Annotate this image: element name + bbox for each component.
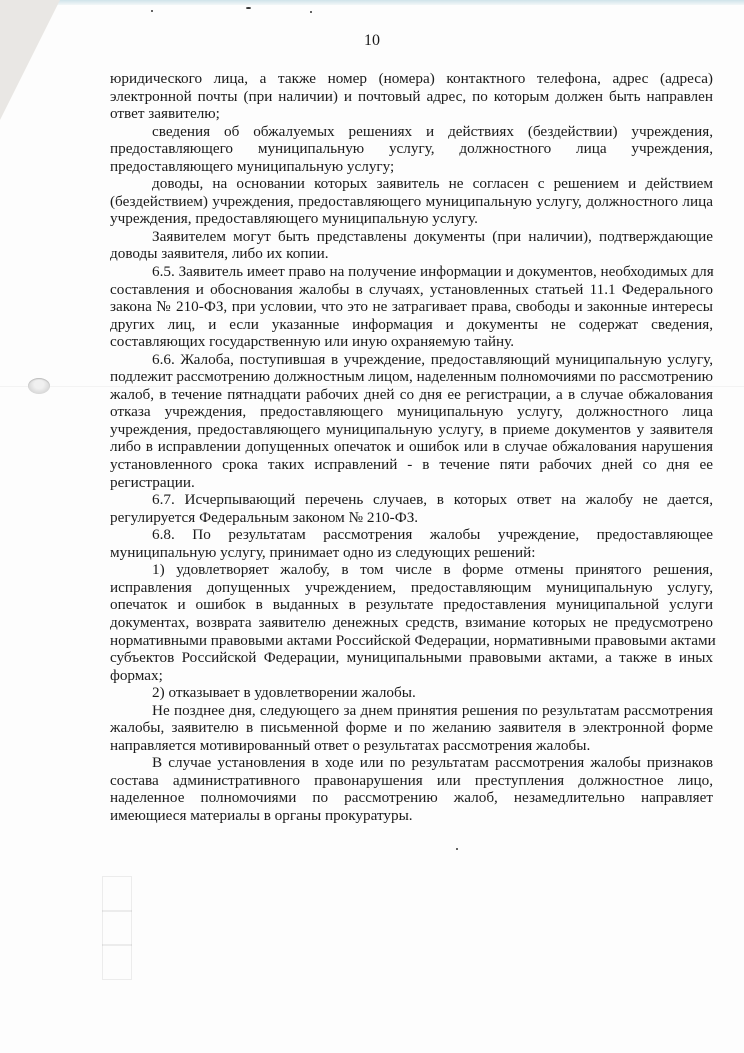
text-line: регулируется Федеральным законом № 210-ФЗ. <box>110 508 419 526</box>
text-line: Заявителем могут быть представлены документы (при наличии), подтверждающие <box>152 227 713 245</box>
text-line: наделенное полномочиями по рассмотрению жалоб, незамедлительно направляет <box>110 789 713 807</box>
paragraph-prosecution <box>110 754 713 824</box>
paragraph-documents <box>110 228 713 263</box>
scan-speck <box>151 10 153 12</box>
paragraph-response-deadline <box>110 702 713 755</box>
paragraph-6-6 <box>110 351 713 491</box>
text-line: направляется мотивированный ответ о результатах рассмотрения жалобы. <box>110 736 591 754</box>
text-line: В случае установления в ходе или по результатам рассмотрения жалобы признаков <box>152 754 713 772</box>
text-line: исправления допущенных учреждением, предоставляющим муниципальную услугу, <box>110 578 713 596</box>
scan-top-edge <box>0 0 744 5</box>
text-line: опечаток и ошибок в выданных в результате предоставления муниципальной услуги <box>110 596 713 614</box>
text-line: имеющиеся материалы в органы прокуратуры. <box>110 806 413 824</box>
page-number: 10 <box>364 32 380 49</box>
text-line: доводы заявителя, либо их копии. <box>110 245 329 263</box>
text-line: 6.6. Жалоба, поступившая в учреждение, предоставляющий муниципальную услугу, <box>152 350 713 368</box>
scan-speck <box>456 848 458 850</box>
text-line: 1) удовлетворяет жалобу, в том числе в форме отмены принятого решения, <box>152 561 713 579</box>
text-line: учреждения, предоставляющего муниципальную услугу, в приеме документов у заявителя <box>110 420 713 438</box>
text-line: жалобы, заявителю в письменной форме и по желанию заявителя в электронной форме <box>110 719 713 737</box>
text-line: других лиц, и если указанные информация и документы не содержат сведения, <box>110 315 713 333</box>
paragraph-6-8-2 <box>110 684 713 702</box>
paragraph-contact-continued <box>110 70 713 123</box>
text-line: состава административного правонарушения или преступления должностное лицо, <box>110 771 713 789</box>
paragraph-6-8 <box>110 526 713 561</box>
text-line: закона № 210-ФЗ, при условии, что это не затрагивает права, свободы и законные интересы <box>110 298 713 316</box>
text-line: муниципальную услугу, принимает одно из следующих решений: <box>110 543 536 561</box>
text-line: формах; <box>110 666 163 684</box>
document-body <box>110 70 716 825</box>
text-line: 6.5. Заявитель имеет право на получение информации и документов, необходимых для <box>152 263 714 281</box>
paragraph-6-7 <box>110 491 713 526</box>
text-line: либо в исправлении допущенных опечаток и ошибок или в случае обжалования нарушения <box>110 438 713 456</box>
paragraph-arguments <box>110 175 713 228</box>
text-line: ответ заявителю; <box>110 105 220 123</box>
page-corner-fold <box>0 0 60 120</box>
paragraph-6-5 <box>110 263 713 351</box>
scan-speck <box>310 11 312 13</box>
text-line: (бездействием) учреждения, предоставляющего муниципальную услугу, должностного лица <box>110 192 713 210</box>
text-line: подлежит рассмотрению должностным лицом, наделенным полномочиями по рассмотрению <box>110 368 713 386</box>
text-line: сведения об обжалуемых решениях и действиях (бездействии) учреждения, <box>152 122 713 140</box>
text-line: регистрации. <box>110 473 195 491</box>
text-line: Не позднее дня, следующего за днем принятия решения по результатам рассмотрения <box>152 701 713 719</box>
text-line: предоставляющего муниципальную услугу, должностного лица учреждения, <box>110 140 713 158</box>
bleed-through-box <box>102 876 132 912</box>
text-line: составления и обоснования жалобы в случаях, установленных статьей 11.1 Федерального <box>110 280 713 298</box>
text-line: субъектов Российской Федерации, муниципальными правовыми актами, а также в иных <box>110 649 713 667</box>
text-line: учреждения, предоставляющего муниципальную услугу. <box>110 210 478 228</box>
text-line: отказа учреждения, предоставляющего муниципальную услугу, должностного лица <box>110 403 713 421</box>
text-line: доводы, на основании которых заявитель не согласен с решением и действием <box>152 175 713 193</box>
text-line: юридического лица, а также номер (номера) контактного телефона, адрес (адреса) <box>110 70 713 87</box>
punch-hole-icon <box>28 378 50 394</box>
text-line: жалоб, в течение пятнадцати рабочих дней со дня ее регистрации, а в случае обжалования <box>110 385 713 403</box>
text-line: нормативными правовыми актами Российской Федерации, нормативными правовыми актами <box>110 631 716 649</box>
paragraph-6-8-1 <box>110 561 716 684</box>
paragraph-appealed-decisions <box>110 123 713 176</box>
text-line: составляющих государственную или иную охраняемую тайну. <box>110 333 515 351</box>
text-line: установленного срока таких исправлений - в течение пяти рабочих дней со дня ее <box>110 456 713 474</box>
text-line: 6.7. Исчерпывающий перечень случаев, в которых ответ на жалобу не дается, <box>152 491 713 509</box>
text-line: предоставляющего муниципальную услугу; <box>110 157 395 175</box>
text-line: 6.8. По результатам рассмотрения жалобы учреждение, предоставляющее <box>152 526 713 544</box>
text-line: документах, возврата заявителю денежных средств, взимание которых не предусмотрено <box>110 613 713 631</box>
bleed-through-box <box>102 910 132 946</box>
bleed-through-box <box>102 944 132 980</box>
text-line: электронной почты (при наличии) и почтовый адрес, по которым должен быть направлен <box>110 87 713 105</box>
text-line: 2) отказывает в удовлетворении жалобы. <box>152 684 416 702</box>
scan-speck <box>246 7 251 9</box>
